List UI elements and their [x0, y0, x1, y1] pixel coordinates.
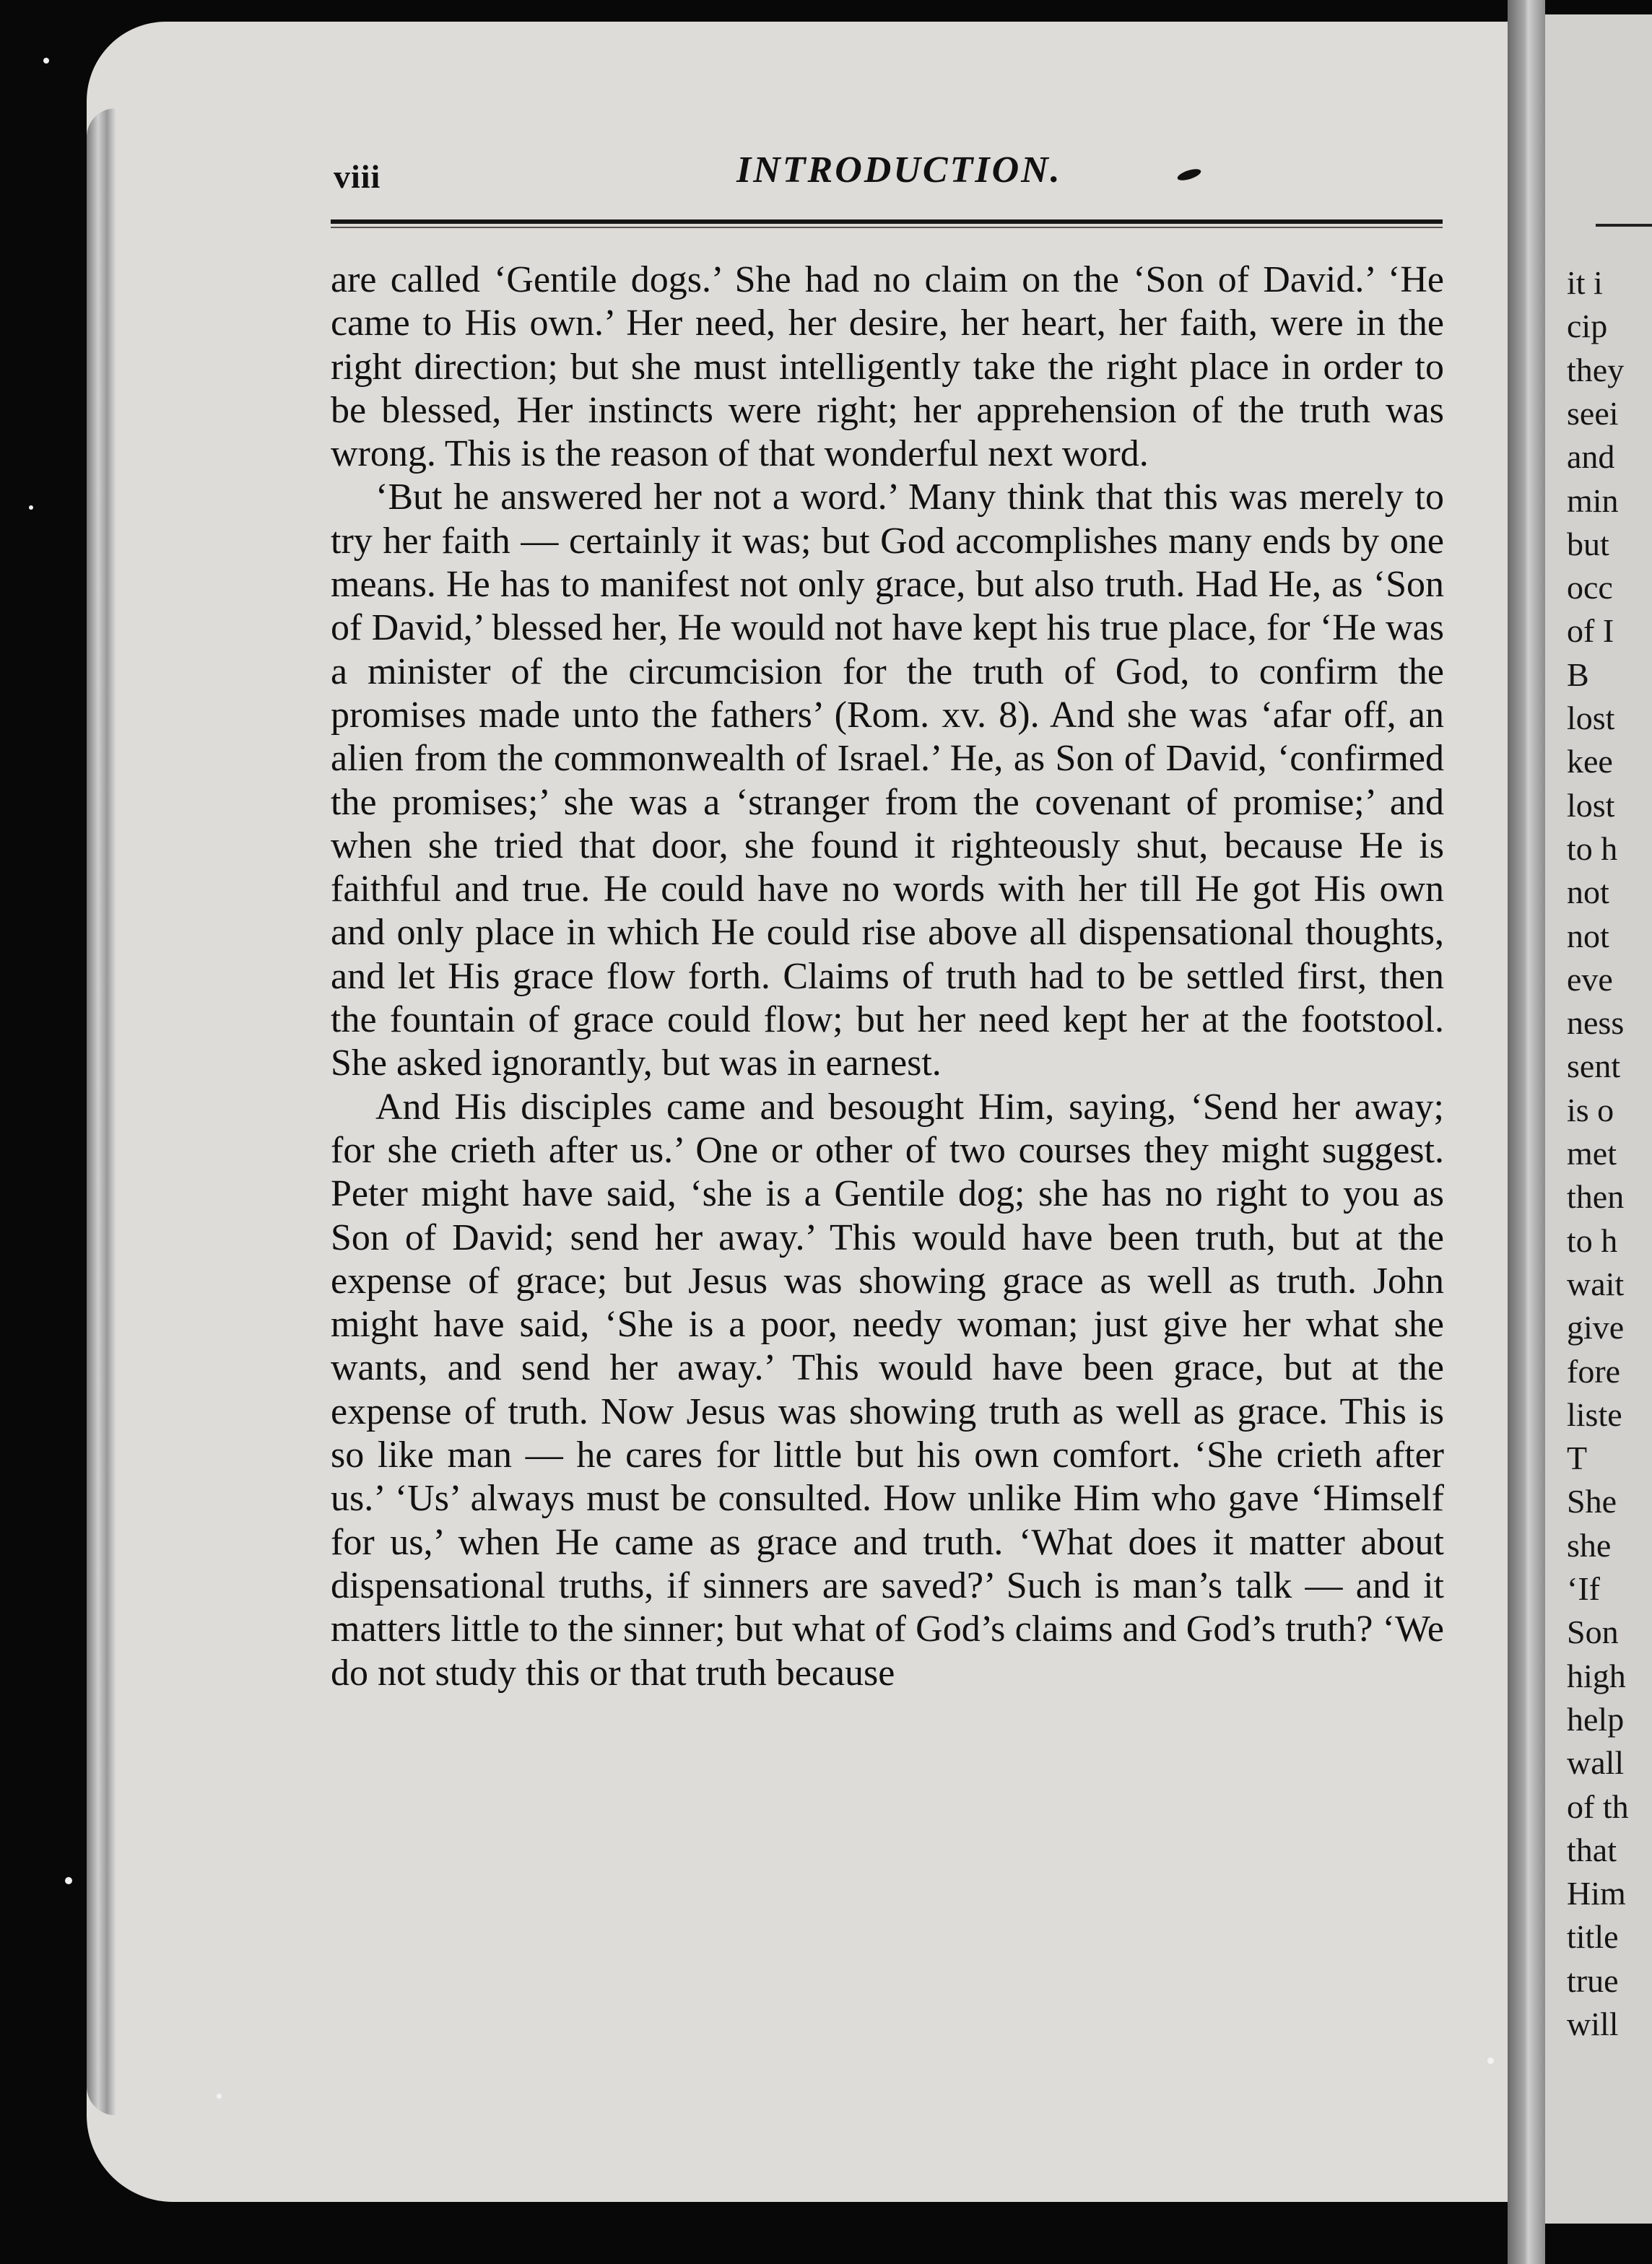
facing-page-line: She [1567, 1483, 1617, 1520]
book-gutter [1508, 0, 1545, 2264]
facing-page-rule [1596, 224, 1652, 227]
header-rule-thin [331, 227, 1443, 228]
facing-page-line: fore [1567, 1352, 1621, 1390]
header-rule [331, 219, 1443, 224]
facing-page-line: to h [1567, 830, 1618, 867]
dust-speck [65, 1877, 72, 1884]
facing-page-line: then [1567, 1178, 1625, 1216]
facing-page-line: true [1567, 1962, 1619, 1999]
facing-page-line: will [1567, 2006, 1619, 2042]
facing-page-line: lost [1567, 700, 1615, 736]
facing-page-line: of I [1567, 612, 1614, 650]
dust-speck [29, 505, 33, 510]
facing-page [1545, 14, 1652, 2224]
facing-page-line: T [1567, 1440, 1588, 1477]
facing-page-line: wait [1567, 1265, 1625, 1302]
facing-page-line: ness [1567, 1004, 1625, 1042]
facing-page-line: Son [1567, 1614, 1619, 1651]
facing-page-line: Him [1567, 1875, 1626, 1912]
body-text [331, 258, 1444, 1695]
paragraph: ‘But he answered her not a word.’ Many think that this was merely to try her faith — certainly it was; but God accomplishes many ends by one means. He has to manifest not only grace, but also truth. Had He, as ‘Son of David,’ blessed her, He would not have kept his true place, for ‘He was a minister of the circumcision for the truth of God, to confirm the promises made unto the fathers’ (Rom. xv. 8). And she was ‘afar off, an alien from the commonwealth of Israel.’ He, as Son of David, ‘confirmed the promises;’ she was a ‘stranger from the covenant of promise;’ and when she tried that door, she found it righteously shut, because He is faithful and true. He could have no words with her till He got His own and only place in which He could rise above all dispensational thoughts, and let His grace flow forth. Claims of truth had to be settled first, then the fountain of grace could flow; but her need kept her at the footstool. She asked ignorantly, but was in earnest. [331, 476, 1444, 1084]
running-head: INTRODUCTION. [736, 149, 1062, 191]
facing-page-line: help [1567, 1700, 1625, 1738]
facing-page-line: and [1567, 438, 1615, 476]
facing-page-line: eve [1567, 960, 1613, 998]
facing-page-line: liste [1567, 1396, 1622, 1433]
facing-page-line: they [1567, 351, 1625, 388]
facing-page-line: of th [1567, 1788, 1629, 1825]
facing-page-line: seei [1567, 394, 1619, 432]
facing-page-line: it i [1567, 264, 1603, 301]
facing-page-line: min [1567, 482, 1619, 519]
facing-page-line: wall [1567, 1744, 1625, 1782]
dust-speck [43, 58, 49, 64]
facing-page-line: not [1567, 874, 1609, 911]
dust-speck [1487, 2058, 1494, 2064]
facing-page-line: met [1567, 1135, 1617, 1172]
facing-page-line: kee [1567, 743, 1613, 780]
facing-page-line: sent [1567, 1048, 1621, 1085]
facing-page-line: to h [1567, 1222, 1618, 1259]
facing-page-line: give [1567, 1309, 1625, 1346]
facing-page-line: she [1567, 1526, 1612, 1564]
facing-page-line: but [1567, 525, 1609, 562]
facing-page-line: occ [1567, 569, 1613, 606]
facing-page-line: lost [1567, 786, 1615, 824]
facing-page-line: is o [1567, 1091, 1614, 1128]
dust-speck [217, 2094, 222, 2099]
facing-page-line: not [1567, 917, 1609, 954]
paragraph: are called ‘Gentile dogs.’ She had no claim on the ‘Son of David.’ ‘He came to His own.’ Her need, her desire, her heart, her faith, were in the right direction; but she must intelligently take the right place in order to be blessed, Her instincts were right; her apprehension of the truth was wrong. This is the reason of that wonderful next word. [331, 259, 1444, 475]
page-edge [87, 108, 116, 2115]
page-number: viii [334, 158, 381, 195]
facing-page-line: that [1567, 1831, 1617, 1868]
paragraph: And His disciples came and besought Him, saying, ‘Send her away; for she crieth after us.’ One or other of two courses they might suggest. Peter might have said, ‘she is a Gentile dog; she has no right to you as Son of David; send her away.’ This would have been truth, but at the expense of grace; but Jesus was showing grace as well as truth. John might have said, ‘She is a poor, needy woman; just give her what she wants, and send her away.’ This would have been grace, but at the expense of truth. Now Jesus was showing truth as well as grace. This is so like man — he cares for little but his own comfort. ‘She crieth after us.’ ‘Us’ always must be consulted. How unlike Him who gave ‘Himself for us,’ when He came as grace and truth. ‘What does it matter about dispensational truths, if sinners are saved?’ Such is man’s talk — and it matters little to the sinner; but what of God’s claims and God’s truth? ‘We do not study this or that truth because [331, 1086, 1444, 1694]
facing-page-line: B [1567, 656, 1589, 693]
facing-page-line: ‘If [1567, 1570, 1600, 1607]
facing-page-line: cip [1567, 308, 1608, 345]
facing-page-line: high [1567, 1657, 1626, 1694]
facing-page-line: title [1567, 1918, 1619, 1956]
